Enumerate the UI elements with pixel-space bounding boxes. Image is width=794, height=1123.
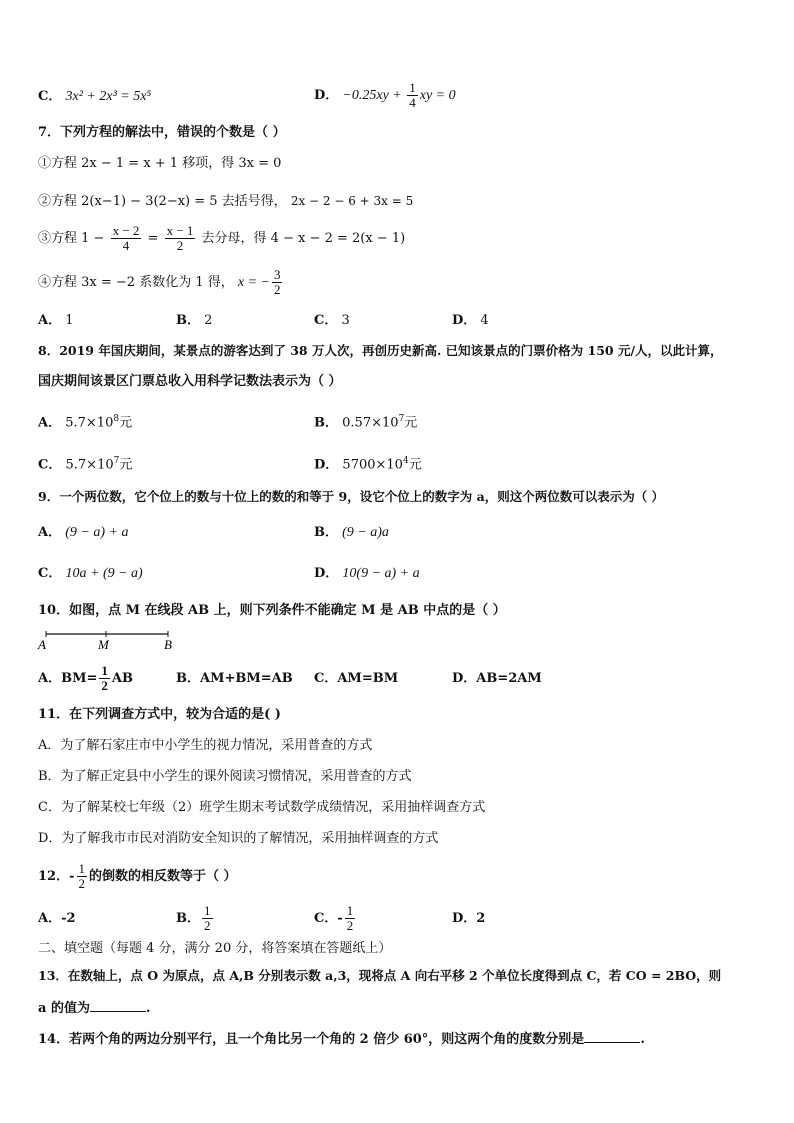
- exponent: 4: [402, 456, 409, 466]
- q8-stem-line-1: 8．2019 年国庆期间，某景点的游客达到了 38 万人次，再创历史新高. 已知该景点的门票价格为 150 元/人，以此计算，: [38, 343, 723, 358]
- q11-option-c: C．为了解某校七年级（2）班学生期末考试数学成绩情况，采用抽样调查方式: [38, 800, 486, 815]
- q13-stem-line-2: [38, 999, 150, 1018]
- item-text: ④方程 3x = −2 系数化为 1 得，: [38, 275, 234, 290]
- denominator: 4: [122, 238, 130, 253]
- q7-item-4: [38, 266, 284, 300]
- q10-option-c: C．AM=BM: [314, 671, 399, 686]
- q7-item-1: ①方程 2x − 1 = x + 1 移项，得 3x = 0: [38, 156, 282, 171]
- item-text: 去分母，得 4 − x − 2 = 2(x − 1): [197, 231, 406, 246]
- option-label: D．: [452, 313, 477, 328]
- item-text: ②方程 2(x−1) − 3(2−x) = 5 去括号得，: [38, 194, 287, 209]
- q7-option-a: [38, 312, 74, 330]
- q11-option-b: B．为了解正定县中小学生的课外阅读习惯情况，采用普查的方式: [38, 769, 412, 784]
- denominator: 2: [273, 282, 281, 297]
- q12-option-d: D．2: [452, 911, 486, 926]
- option-label: D．: [314, 566, 339, 581]
- fraction: [99, 664, 110, 693]
- option-text: 3: [341, 313, 350, 328]
- unit: 元: [404, 415, 418, 431]
- q7-option-b: [176, 312, 212, 330]
- q8-option-d: [314, 452, 422, 474]
- denominator: 2: [346, 918, 354, 933]
- q10-option-d: D．AB=2AM: [452, 671, 542, 686]
- fraction: [202, 904, 213, 933]
- numerator: x − 2: [112, 223, 140, 238]
- numerator: x − 1: [166, 223, 194, 238]
- option-label: A．BM=: [38, 671, 98, 686]
- q8-option-b: [314, 410, 417, 432]
- q11-stem: 11．在下列调查方式中，较为合适的是( ): [38, 707, 281, 722]
- exponent: 7: [113, 456, 120, 466]
- stem-text: .: [640, 1032, 645, 1047]
- option-text: 5.7×10: [65, 457, 114, 473]
- q7-item-3: [38, 222, 405, 256]
- expression-part: xy = 0: [419, 88, 456, 103]
- q10-option-a: [38, 662, 133, 696]
- q8-stem-line-2: 国庆期间该景区门票总收入用科学记数法表示为（ ）: [38, 374, 342, 389]
- denominator: 2: [204, 918, 211, 933]
- unit: 元: [119, 415, 133, 431]
- q9-option-c: [38, 565, 143, 583]
- option-label: A．: [38, 525, 62, 540]
- q12-stem: [38, 860, 237, 894]
- option-label: B．: [176, 911, 200, 926]
- option-label: B．: [176, 313, 200, 328]
- stem-text: 12．-: [38, 869, 75, 884]
- answer-blank[interactable]: [584, 1030, 640, 1043]
- expression-part: −0.25xy +: [342, 88, 406, 103]
- fraction: [165, 224, 196, 253]
- q9-option-d: [314, 565, 420, 583]
- option-label: C．-: [314, 911, 343, 926]
- q7-option-c: [314, 312, 350, 330]
- numerator: 1: [346, 903, 354, 918]
- section-heading: 二、填空题（每题 4 分，满分 20 分，将答案填在答题纸上）: [38, 941, 392, 956]
- stem-text: 14．若两个角的两边分别平行，且一个角比另一个角的 2 倍少 60°，则这两个角的度数分别是: [38, 1032, 585, 1047]
- q14-stem: [38, 1030, 645, 1049]
- option-text: 4: [480, 313, 489, 328]
- q12-option-a: A．-2: [38, 911, 76, 926]
- option-text: (9 − a) + a: [65, 525, 129, 540]
- q9-option-a: [38, 524, 128, 542]
- numerator: 1: [409, 80, 416, 95]
- stem-text: a 的值为: [38, 1001, 90, 1016]
- unit: 元: [408, 457, 422, 473]
- q7-stem: 7．下列方程的解法中，错误的个数是（ ）: [38, 125, 286, 140]
- option-text: (9 − a)a: [342, 525, 389, 540]
- exponent: 8: [113, 414, 120, 424]
- q7-option-d: [452, 312, 489, 330]
- option-text: AB: [111, 671, 133, 686]
- option-text: 2: [204, 313, 213, 328]
- denominator: 2: [78, 876, 85, 891]
- option-label: C．: [314, 313, 338, 328]
- q10-option-b: B．AM+BM=AB: [176, 671, 293, 686]
- numerator: 1: [78, 861, 85, 876]
- answer-blank[interactable]: [90, 999, 146, 1012]
- q11-option-d: D．为了解我市市民对消防安全知识的了解情况，采用抽样调查的方式: [38, 831, 439, 846]
- option-expression: 3x² + 2x³ = 5x⁵: [65, 89, 152, 104]
- q6-option-d: [314, 80, 456, 112]
- stem-text: .: [145, 1001, 151, 1016]
- q7-item-2: [38, 192, 413, 211]
- option-label: A．: [38, 313, 62, 328]
- denominator: 4: [409, 95, 416, 110]
- option-label: C．: [38, 457, 62, 473]
- option-label: C．: [38, 566, 62, 581]
- q9-stem: 9．一个两位数，它个位上的数与十位上的数的和等于 9，设它个位上的数字为 a，则这个两位数可以表示为（ ）: [38, 489, 665, 504]
- option-text: 1: [65, 313, 74, 328]
- unit: 元: [119, 457, 133, 473]
- option-label: A．: [38, 415, 62, 431]
- item-text: x = −: [237, 275, 270, 290]
- label-m: M: [98, 637, 109, 652]
- numerator: 1: [101, 663, 108, 678]
- item-text: 2x − 2 − 6 + 3x = 5: [290, 194, 414, 208]
- q10-stem: 10．如图，点 M 在线段 AB 上，则下列条件不能确定 M 是 AB 中点的是（ ）: [38, 603, 506, 618]
- fraction: [77, 862, 88, 891]
- option-label: D．: [314, 457, 339, 473]
- item-text: =: [143, 231, 163, 246]
- numerator: 3: [273, 267, 281, 282]
- q12-option-c: [314, 902, 357, 936]
- q8-option-c: [38, 452, 132, 474]
- q6-option-c: [38, 88, 151, 106]
- option-text: 0.57×10: [342, 415, 399, 431]
- q9-option-b: [314, 524, 389, 542]
- q8-option-a: [38, 410, 132, 432]
- q11-option-a: A．为了解石家庄市中小学生的视力情况，采用普查的方式: [38, 738, 373, 753]
- fraction: [272, 268, 283, 297]
- label-b: B: [164, 637, 172, 652]
- numerator: 1: [204, 903, 211, 918]
- denominator: 2: [176, 238, 184, 253]
- segment-ab-figure: [36, 626, 186, 654]
- q13-stem-line-1: 13．在数轴上，点 O 为原点，点 A,B 分别表示数 a,3，现将点 A 向右平移 2 个单位长度得到点 C，若 CO = 2BO，则: [38, 968, 722, 983]
- fraction: [111, 224, 142, 253]
- item-text: ③方程 1 −: [38, 231, 109, 246]
- fraction: [407, 81, 418, 110]
- option-label: B．: [314, 525, 338, 540]
- q12-option-b: [176, 902, 215, 936]
- option-label: B．: [314, 415, 338, 431]
- option-text: 10(9 − a) + a: [342, 566, 420, 581]
- stem-text: 的倒数的相反数等于（ ）: [89, 869, 237, 884]
- exponent: 7: [398, 414, 405, 424]
- option-text: 5700×10: [342, 457, 403, 473]
- label-a: A: [38, 637, 46, 652]
- fraction: [345, 904, 356, 933]
- option-text: 5.7×10: [65, 415, 114, 431]
- option-label: D．: [314, 88, 339, 103]
- denominator: 2: [101, 678, 108, 693]
- option-text: 10a + (9 − a): [65, 566, 143, 581]
- option-label: C．: [38, 89, 62, 104]
